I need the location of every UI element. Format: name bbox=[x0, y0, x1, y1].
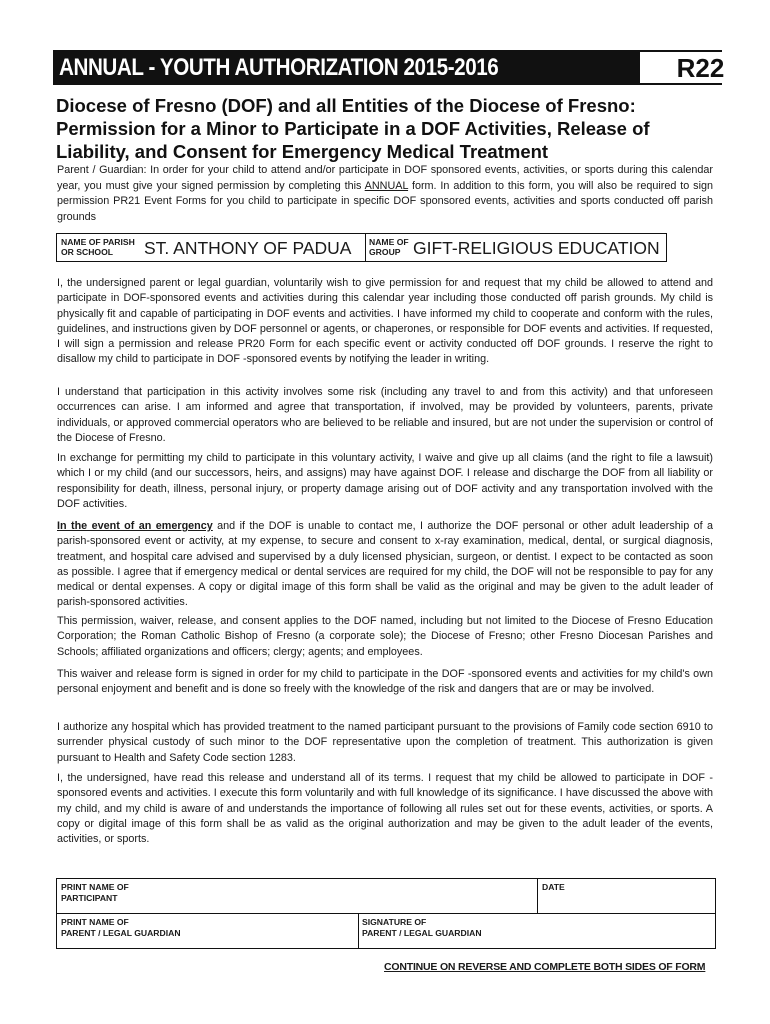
guardian-signature-field[interactable]: SIGNATURE OF PARENT / LEGAL GUARDIAN bbox=[362, 917, 482, 938]
guardian-name-field[interactable]: PRINT NAME OF PARENT / LEGAL GUARDIAN bbox=[61, 917, 181, 938]
document-heading bbox=[56, 94, 716, 163]
consent-paragraph-1: I, the undersigned parent or legal guardian, voluntarily wish to give permission for and request that my child be allowed to attend and participate in DOF-sponsored events and activities during this calendar year including those conducted off parish grounds. My child is physically fit and capable of participating in DOF events and activities. I have informed my child to cooperate and conform with the rules, guidelines, and instructions given by DOF personnel or agents, or chaperones, or responsible for DOF events and activities. If requested, I will sign a permission and release PR20 Form for each specific event or activity conducted off DOF grounds. I reserve the right to disallow my child to participate in DOF -sponsored events by notifying the leader in writing. bbox=[57, 277, 713, 366]
signature-table bbox=[56, 878, 716, 949]
continue-on-reverse-note: CONTINUE ON REVERSE AND COMPLETE BOTH SIDES OF FORM bbox=[384, 961, 706, 973]
heading-line-2: Permission for a Minor to Participate in a DOF Activities, Release of bbox=[56, 118, 650, 139]
emergency-lead: In the event of an emergency bbox=[57, 520, 213, 532]
form-header-bar bbox=[53, 50, 725, 85]
intro-paragraph bbox=[57, 163, 713, 225]
heading-line-1: Diocese of Fresno (DOF) and all Entities of the Diocese of Fresno: bbox=[56, 95, 636, 116]
group-label: NAME OF GROUP bbox=[369, 237, 409, 257]
heading-line-3: Liability, and Consent for Emergency Medical Treatment bbox=[56, 141, 549, 162]
table-divider-vertical-top bbox=[537, 879, 538, 914]
date-field[interactable]: DATE bbox=[542, 882, 565, 892]
emergency-text: and if the DOF is unable to contact me, I authorize the DOF personal or other adult leadership of a parish-sponsored event or activity, at my expense, to secure and consent to x-ray examination, medical, dental, or surgical diagnosis, treatment, and hospital care advised and supervised by a duly licensed physician, surgeon, or dentist. I expect to be contacted as soon as possible. I agree that if emergency medical or dental services are required for my child, the DOF will not be responsible to pay for any medical or dental expenses. A copy or digital image of this form shall be valid as the original and may be given to the adult leader of parish-sponsored activities. bbox=[57, 520, 713, 609]
intro-annual-emphasis: ANNUAL bbox=[364, 179, 409, 192]
intro-text-before: Parent / Guardian: In order for your child to attend and/or participate in DOF sponsored events, activities, or sports during this calendar year, you must give your signed permission by completing this bbox=[57, 164, 713, 192]
form-code: R22 bbox=[640, 52, 761, 83]
form-title: ANNUAL - YOUTH AUTHORIZATION 2015-2016 bbox=[59, 54, 499, 81]
table-divider-vertical-bottom bbox=[358, 914, 359, 948]
scope-paragraph: This permission, waiver, release, and consent applies to the DOF named, including but not limited to the Diocese of Fresno Education Corporation; the Roman Catholic Bishop of Fresno (a corporate sole); the Diocese of Fresno; other Fresno Diocesan Parishes and Schools; affiliated organizations and officers; clergy; agents; and employees. bbox=[57, 615, 713, 658]
risk-paragraph: I understand that participation in this activity involves some risk (including any travel to and from this activity) and that unforeseen occurrences can arise. I am informed and agree that transportation, if involved, may be provided by volunteers, parents, private individuals, or approved commercial operators who are believed to be reliable and insured, but are not under the supervision or control of the Diocese of Fresno. bbox=[57, 386, 713, 444]
participant-name-field[interactable]: PRINT NAME OF PARTICIPANT bbox=[61, 882, 129, 903]
intro-text-after: form. In addition to this form, you will also be required to sign permission PR21 Event Forms for you child to participate in specific DOF sponsored events, activities and sports conducted off parish grounds bbox=[57, 179, 713, 223]
parish-label: NAME OF PARISH OR SCHOOL bbox=[61, 237, 135, 257]
org-field-divider bbox=[365, 234, 366, 261]
purpose-paragraph: This waiver and release form is signed in order for my child to participate in the DOF -sponsored events and activities for my child's own personal enjoyment and benefit and is done so freely with the knowledge of the risk and dangers that are or may be involved. bbox=[57, 668, 713, 696]
hospital-paragraph: I authorize any hospital which has provided treatment to the named participant pursuant to the provisions of Family code section 6910 to surrender physical custody of such minor to the DOF representative upon the completion of treatment. This authorization is given pursuant to Health and Safety Code section 1283. bbox=[57, 721, 713, 764]
organization-fields bbox=[56, 233, 667, 262]
waiver-paragraph: In exchange for permitting my child to participate in this voluntary activity, I waive and give up all claims (and the right to file a lawsuit) which I or my child (and our successors, heirs, and assigns) may have against DOF. I release and discharge the DOF from all liability or responsibility for death, illness, personal injury, or property damage arising out of DOF activity and any transportation involved with the DOF activities. bbox=[57, 452, 713, 510]
emergency-paragraph bbox=[57, 519, 713, 611]
parish-name-field[interactable]: ST. ANTHONY OF PADUA bbox=[144, 238, 352, 258]
table-divider-horizontal bbox=[57, 913, 715, 914]
acknowledgement-paragraph: I, the undersigned, have read this release and understand all of its terms. I request that my child be allowed to participate in DOF -sponsored events and activities. I execute this form voluntarily and with full knowledge of its significance. I have discussed the above with my child, and my child is aware of and understands the importance of following all rules set out for these events, activities, or sports. A copy or digital image of this form shall be as valid as the original authorization and may be given to the adult leader of the events, activities, or sports. bbox=[57, 772, 713, 846]
group-name-field[interactable]: GIFT-RELIGIOUS EDUCATION bbox=[413, 238, 660, 258]
